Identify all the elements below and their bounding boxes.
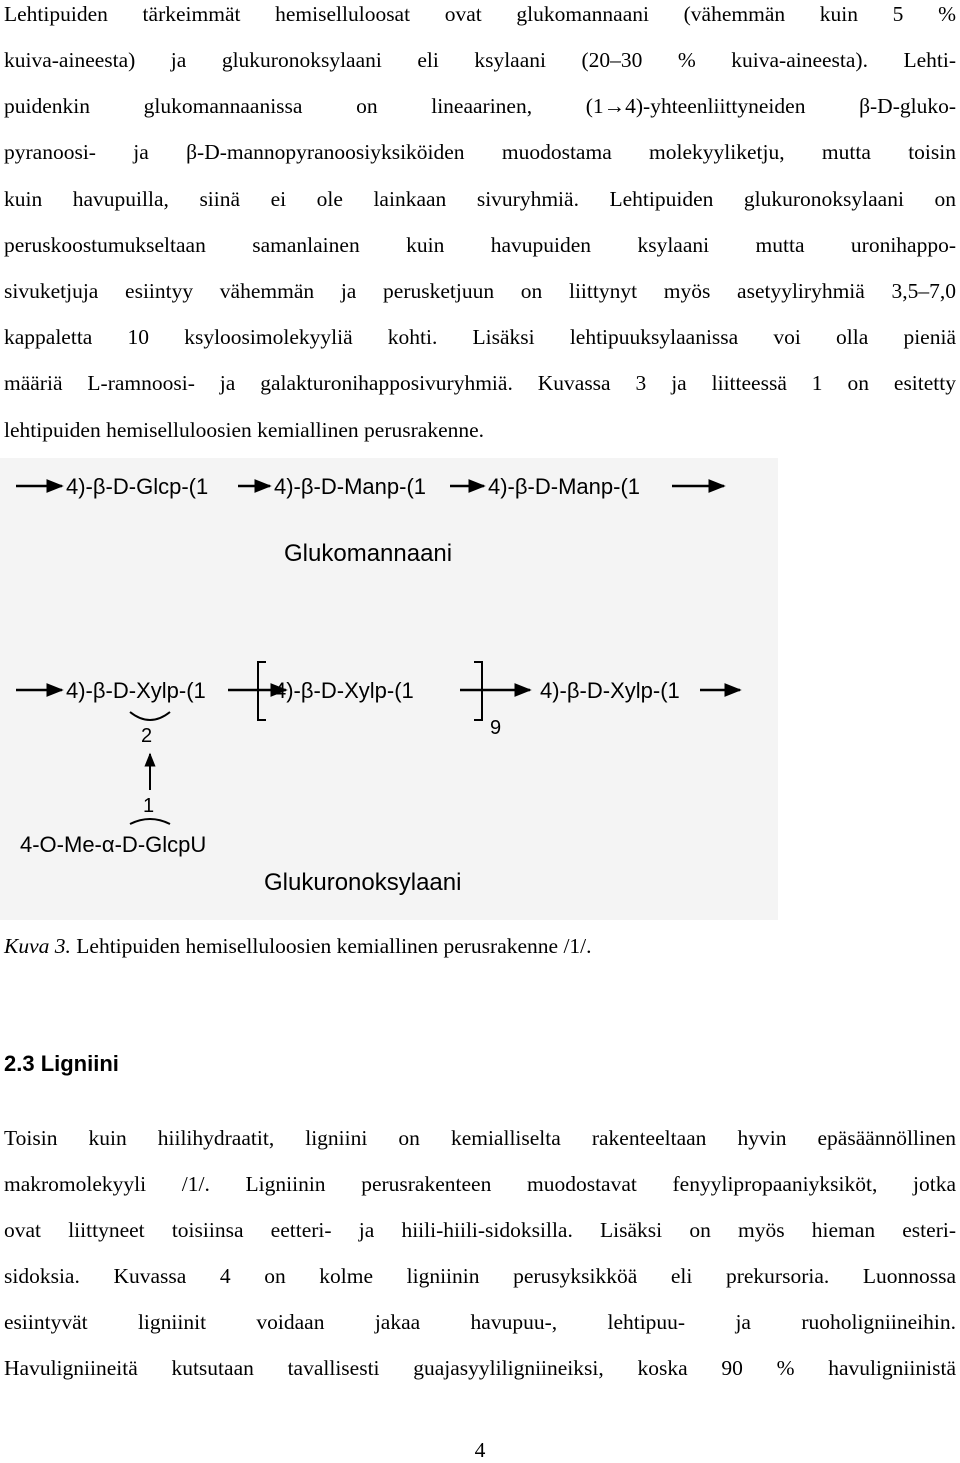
- text-line: Toisin kuin hiilihydraatit, ligniini on kemialliselta rakenteeltaan hyvin epäsäännöllinen: [4, 1126, 956, 1150]
- text-line: esiintyvät ligniinit voidaan jakaa havupuu-, lehtipuu- ja ruoholigniineihin.: [4, 1310, 956, 1334]
- text-line: Lehtipuiden tärkeimmät hemiselluloosat ovat glukomannaani (vähemmän kuin 5 %: [4, 2, 956, 26]
- xylan-unit-3: 4)-β-D-Xylp-(1: [540, 678, 680, 703]
- page-number: 4: [474, 1438, 486, 1462]
- text-line: puidenkin glukomannaanissa on lineaarinen, (1→4)-yhteenliittyneiden β-D-gluko-: [4, 94, 956, 118]
- figure-caption: [4, 934, 592, 959]
- glucomannan-label: Glukomannaani: [284, 540, 453, 567]
- text-line: lehtipuiden hemiselluloosien kemiallinen perusrakenne.: [4, 418, 485, 442]
- text-line: sivuketjuja esiintyy vähemmän ja perusketjuun on liittynyt myös asetyyliryhmiä 3,5–7,0: [4, 279, 956, 303]
- text-line: Havuligniineitä kutsutaan tavallisesti guajasyyliligniineiksi, koska 90 % havuligniinistä: [4, 1356, 956, 1380]
- text-line: ovat liittyneet toisiinsa eetteri- ja hiili-hiili-sidoksilla. Lisäksi on myös hieman esteri-: [4, 1218, 956, 1242]
- side-group: 4-O-Me-α-D-GlcpU: [20, 832, 207, 857]
- branch-arc-upper: [130, 712, 170, 720]
- xylan-unit-1: 4)-β-D-Xylp-(1: [66, 678, 206, 703]
- text-line: sidoksia. Kuvassa 4 on kolme ligniinin perusyksikköä eli prekursoria. Luonnossa: [4, 1264, 956, 1288]
- branch-arc-lower: [130, 819, 170, 824]
- text-line: peruskoostumukseltaan samanlainen kuin havupuiden ksylaani mutta uronihappo-: [4, 233, 956, 257]
- structure-diagram: [0, 458, 778, 920]
- glucomannan-unit-1: 4)-β-D-Glcp-(1: [66, 474, 209, 499]
- caption-text: Lehtipuiden hemiselluloosien kemiallinen perusrakenne /1/.: [70, 934, 592, 958]
- text-line: makromolekyyli /1/. Ligniinin perusrakenteen muodostavat fenyylipropaaniyksiköt, jotka: [4, 1172, 956, 1196]
- caption-label: Kuva 3.: [4, 934, 71, 958]
- text-line: määriä L-ramnoosi- ja galakturonihapposivuryhmiä. Kuvassa 3 ja liitteessä 1 on esitetty: [4, 371, 956, 395]
- section-heading: 2.3 Ligniini: [4, 1051, 119, 1076]
- repeat-count: 9: [490, 717, 502, 739]
- branch-position-upper: 2: [141, 725, 153, 747]
- text-line: kuiva-aineesta) ja glukuronoksylaani eli ksylaani (20–30 % kuiva-aineesta). Lehti-: [4, 48, 956, 72]
- hemicellulose-structure-figure: [0, 458, 778, 920]
- text-line: kappaletta 10 ksyloosimolekyyliä kohti. Lisäksi lehtipuuksylaanissa voi olla pieniä: [4, 325, 956, 349]
- glucuronoxylan-label: Glukuronoksylaani: [264, 869, 462, 896]
- glucomannan-unit-2: 4)-β-D-Manp-(1: [274, 474, 427, 499]
- glucomannan-unit-3: 4)-β-D-Manp-(1: [488, 474, 641, 499]
- text-line: pyranoosi- ja β-D-mannopyranoosiyksiköiden muodostama molekyyliketju, mutta toisin: [4, 140, 956, 164]
- branch-position-lower: 1: [143, 795, 155, 817]
- xylan-unit-2: 4)-β-D-Xylp-(1: [274, 678, 414, 703]
- text-line: kuin havupuilla, siinä ei ole lainkaan sivuryhmiä. Lehtipuiden glukuronoksylaani on: [4, 187, 956, 211]
